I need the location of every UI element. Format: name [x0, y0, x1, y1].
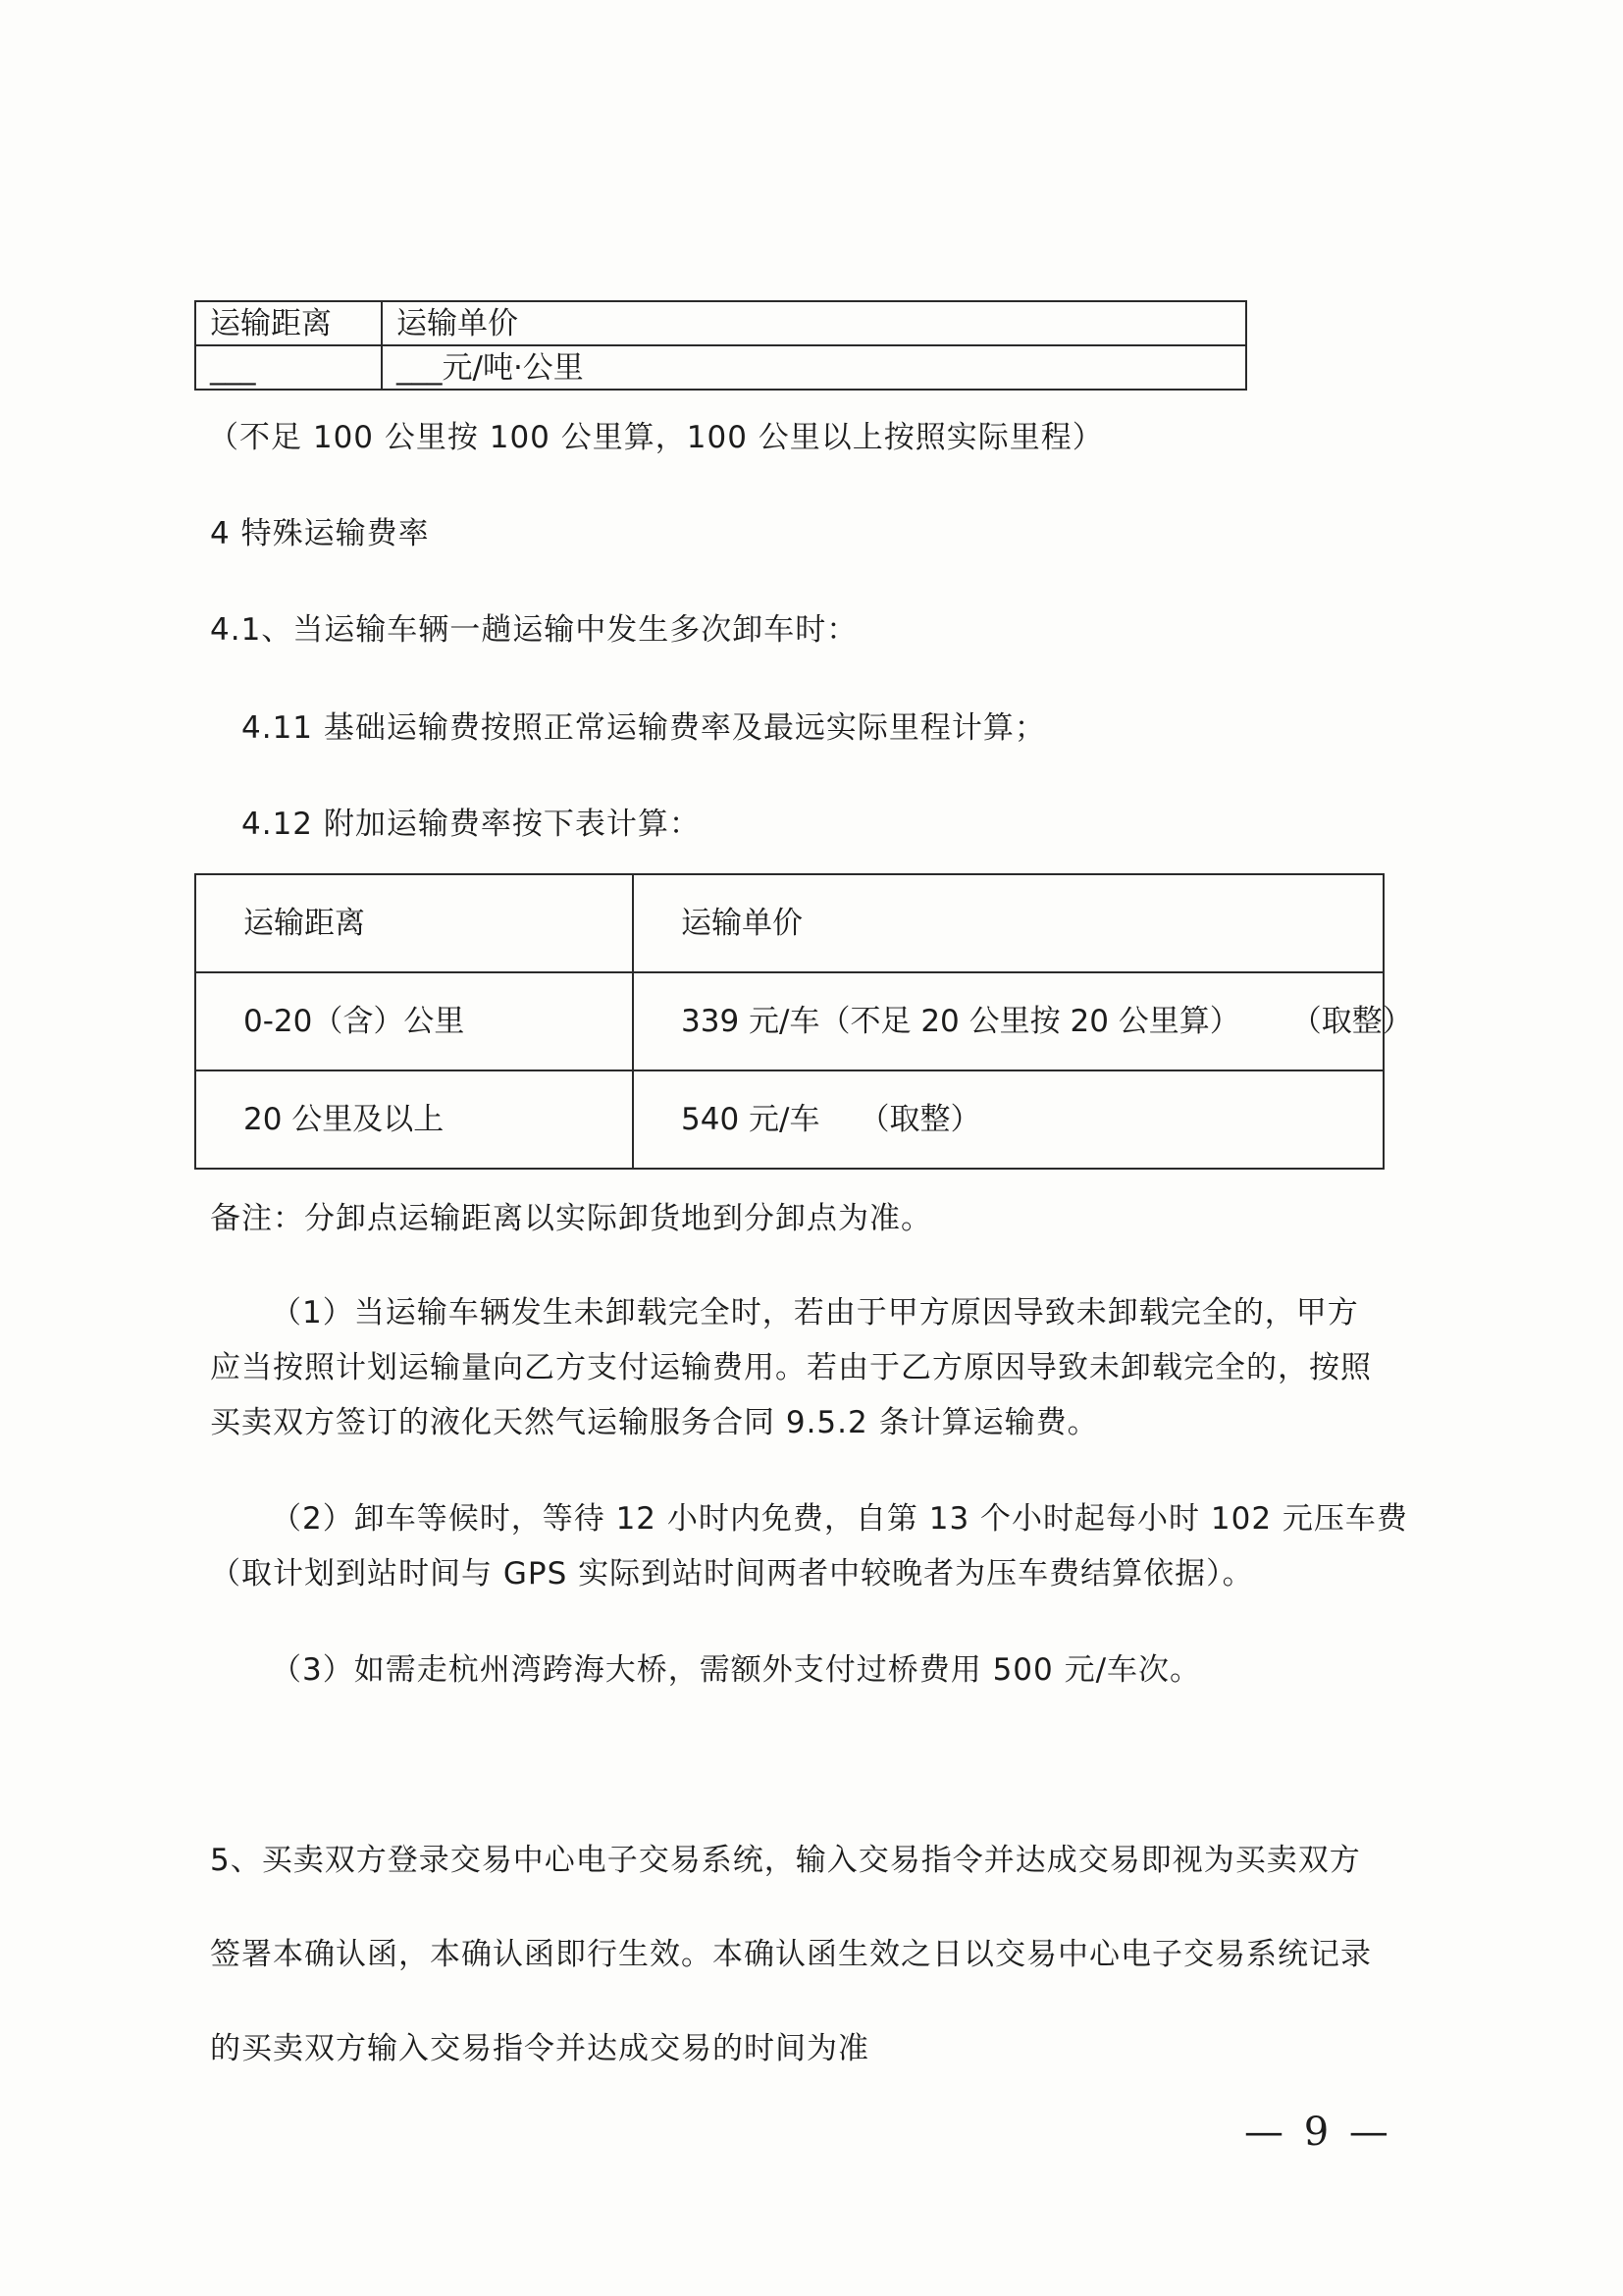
paragraph: 4.12 附加运输费率按下表计算： — [241, 807, 701, 842]
table-header-cell: 运输单价 — [382, 301, 1246, 345]
rounding-note: （取整） — [1290, 1004, 1413, 1039]
paragraph: （3）如需走杭州湾跨海大桥，需额外支付过桥费用 500 元/车次。 — [271, 1652, 1202, 1688]
paragraph-line: 签署本确认函，本确认函即行生效。本确认函生效之日以交易中心电子交易系统记录 — [210, 1937, 1372, 1972]
paragraph-line: 5、买卖双方登录交易中心电子交易系统，输入交易指令并达成交易即视为买卖双方 — [210, 1843, 1361, 1878]
paragraph-line: 买卖双方签订的液化天然气运输服务合同 9.5.2 条计算运输费。 — [210, 1405, 1099, 1440]
table-cell: ___元/吨·公里 — [382, 345, 1246, 390]
table-cell: 0-20（含）公里 — [195, 972, 633, 1070]
table-cell: ___ — [195, 345, 382, 390]
paragraph-line: （取计划到站时间与 GPS 实际到站时间两者中较晚者为压车费结算依据）。 — [210, 1556, 1254, 1592]
table-row — [195, 874, 1384, 972]
table-cell — [633, 1070, 1384, 1169]
rate-note: （不足 100 公里按 100 公里算，100 公里以上按照实际里程） — [208, 420, 1104, 455]
table-row — [195, 345, 1246, 390]
table-cell — [633, 972, 1413, 1070]
paragraph-line: （2）卸车等候时，等待 12 小时内免费，自第 13 个小时起每小时 102 元压车费 — [271, 1501, 1408, 1537]
paragraph-line: 应当按照计划运输量向乙方支付运输费用。若由于乙方原因导致未卸载完全的，按照 — [210, 1350, 1372, 1385]
page-number: — 9 — — [1244, 2110, 1392, 2155]
price-text: 540 元/车 — [681, 1102, 820, 1137]
table-header-cell: 运输单价 — [633, 874, 1384, 972]
section-heading: 4 特殊运输费率 — [210, 516, 430, 551]
paragraph-line: 的买卖双方输入交易指令并达成交易的时间为准 — [210, 2031, 869, 2066]
paragraph-line: （1）当运输车辆发生未卸载完全时，若由于甲方原因导致未卸载完全的，甲方 — [271, 1295, 1359, 1331]
paragraph: 4.11 基础运输费按照正常运输费率及最远实际里程计算； — [241, 710, 1046, 746]
table-header-cell: 运输距离 — [195, 874, 633, 972]
table-row — [195, 301, 1246, 345]
table-row — [195, 972, 1384, 1070]
table-row — [195, 1070, 1384, 1169]
rate-table-1 — [194, 300, 1247, 391]
table-cell: 20 公里及以上 — [195, 1070, 633, 1169]
table-header-cell: 运输距离 — [195, 301, 382, 345]
rate-table-2 — [194, 873, 1413, 1170]
price-text: 339 元/车（不足 20 公里按 20 公里算） — [681, 1004, 1240, 1039]
rounding-note: （取整） — [859, 1102, 981, 1137]
paragraph: 4.1、当运输车辆一趟运输中发生多次卸车时： — [210, 612, 859, 648]
remark: 备注：分卸点运输距离以实际卸货地到分卸点为准。 — [210, 1201, 932, 1236]
